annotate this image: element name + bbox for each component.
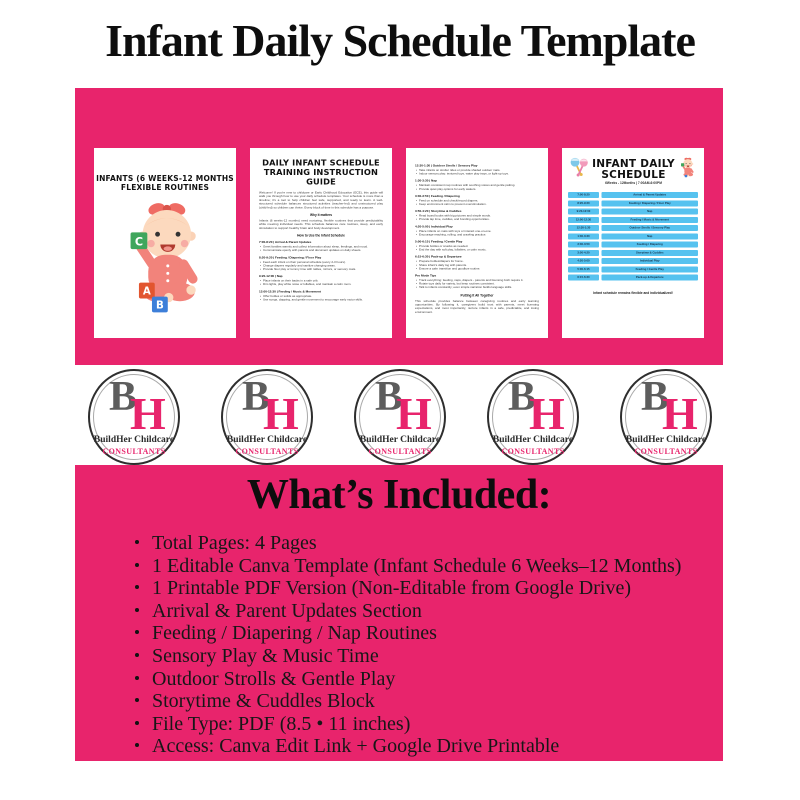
schedule-time-cell: 3:50-4:20 <box>568 250 599 256</box>
logo-letter-h: H <box>263 388 299 439</box>
schedule-table <box>568 192 698 281</box>
bullet-icon <box>135 676 139 680</box>
page-title: Infant Daily Schedule Template <box>105 15 695 66</box>
schedule-row <box>568 258 698 264</box>
closing-text: This schedule provides balance between caregiving routines and early learning opportunities. By following it, caregivers build trust with parents, meet licensing expectations, and most importantly, nurture infants in a safe, predictable, and loving environment. <box>415 299 539 314</box>
logo-letter-b: B <box>508 374 537 420</box>
whats-included-section <box>75 465 723 761</box>
schedule-time-cell: 8:20-9:20 <box>568 200 599 206</box>
included-item: 1 Editable Canva Template (Infant Schedule 6 Weeks–12 Months) <box>135 555 723 578</box>
guide-bullet: • End the day with soft play, lullabies, or calm music. <box>415 249 539 253</box>
guide-bullet: • Indoor sensory play: textured toys, water play trays, or light-up toys. <box>415 173 539 177</box>
guide-bullet: • Feed on schedule and check/record diapers. <box>415 199 539 203</box>
guide-bullet: • Rotate toys daily for variety, but keep routines consistent. <box>415 283 539 287</box>
preview-pages <box>75 88 723 338</box>
guide-bullet: • Prepare bottles/diapers for home. <box>415 260 539 264</box>
guide-section <box>415 164 539 176</box>
schedule-activity-cell: Feeding / Gentle Play <box>602 266 699 272</box>
guide-section-heading: Pro Mode Tips <box>415 274 437 278</box>
guide-section <box>415 274 539 290</box>
logo-letter-b: B <box>641 374 670 420</box>
logo-letter-b: B <box>109 374 138 420</box>
guide-section-heading: 5:00-6:15 | Feeding / Gentle Play <box>415 240 463 244</box>
why-heading: Why it matters <box>309 213 333 218</box>
cover-title: INFANTS (6 WEEKS-12 MONTHS FLEXIBLE ROUTINES <box>96 174 234 192</box>
schedule-activity-cell: Nap <box>602 209 699 215</box>
schedule-row <box>568 192 698 198</box>
baby-illustration <box>109 197 221 318</box>
schedule-time-cell: 1:30-3:30 <box>568 233 599 239</box>
logo-letter-h: H <box>662 388 698 439</box>
schedule-row <box>568 242 698 248</box>
guide-bullet: • Place infants on mats with toys or interact one-on-one. <box>415 230 539 234</box>
guide-bullet: • Share infant's daily log with parents. <box>415 264 539 268</box>
included-item: Feeding / Diapering / Nap Routines <box>135 622 723 645</box>
schedule-activity-cell: Outdoor Strolls / Sensory Play <box>602 225 699 231</box>
guide-section <box>415 240 539 252</box>
logo-letter-b: B <box>242 374 271 420</box>
baby-icon <box>677 156 698 180</box>
included-item: Storytime & Cuddles Block <box>135 690 723 713</box>
schedule-time-cell: 6:15-6:30 <box>568 275 599 281</box>
schedule-activity-cell: Arrival & Parent Updates <box>602 192 699 198</box>
guide-bullet: • Dim lights, play white noise or lullabies, and maintain a calm room. <box>259 283 383 287</box>
bullet-icon <box>135 585 139 589</box>
bullet-icon <box>135 540 139 544</box>
guide-section-heading: 8:20-9:20 | Feeding / Diapering / Floor Play <box>259 255 322 260</box>
guide-section <box>415 194 539 206</box>
logo-tagline: CONSULTANTS <box>368 447 432 456</box>
bullet-icon <box>135 721 139 725</box>
preview-banner <box>75 88 723 365</box>
schedule-time-cell: 12:00-12:30 <box>568 217 599 223</box>
schedule-activity-cell: Nap <box>602 233 699 239</box>
schedule-row <box>568 200 698 206</box>
included-item: Total Pages: 4 Pages <box>135 532 723 555</box>
guide-bullet: • Ensure a calm transition and goodbye routine. <box>415 267 539 271</box>
guide-section-heading: 7:00-8:20 | Arrival & Parent Updates <box>259 240 312 245</box>
included-item: File Type: PDF (8.5 • 11 inches) <box>135 713 723 736</box>
included-item: Sensory Play & Music Time <box>135 645 723 668</box>
guide-bullet: • Provide floor play or tummy time with rattles, mirrors, or sensory mats. <box>259 268 383 272</box>
svg-text:C: C <box>134 235 144 249</box>
guide-section <box>259 275 383 287</box>
guide-section-heading: 1:30-3:30 | Nap <box>415 179 437 183</box>
guide-section-heading: 12:00-12:30 | Feeding / Music & Movement <box>259 289 321 294</box>
preview-page-schedule <box>562 148 704 338</box>
schedule-row <box>568 266 698 272</box>
bullet-icon <box>135 653 139 657</box>
closing-heading: Putting It All Together <box>460 293 494 298</box>
preview-page-cover <box>94 148 236 338</box>
guide-bullet: • Maintain consistent nap routines with soothing voices and gentle patting. <box>415 184 539 188</box>
logo-letter-b: B <box>375 374 404 420</box>
included-heading: What’s Included: <box>246 472 552 518</box>
logo-name: BuildHer Childcare <box>625 435 707 445</box>
guide-bullet: • Communicate openly with parents and document updates on daily sheets. <box>259 249 383 253</box>
guide-section-heading: 4:20-5:00 | Individual Play <box>415 224 453 229</box>
guide-intro: Welcome! If you're new to childcare or Early Childhood Education (ECE), this guide will walk you through how to use your daily schedule templates. Your schedule is more than a timeline; it's a tool to help children feel safe, supported, and ready to learn. A well-structured schedule balances structured activities (teacher-led) and unstructured play (child-led) so children can thrive. Every block of time in this schedule has a purpose. <box>259 191 383 210</box>
logo-tagline: CONSULTANTS <box>235 447 299 456</box>
svg-text:B: B <box>155 300 164 312</box>
guide-section <box>415 255 539 271</box>
logo-name: BuildHer Childcare <box>93 435 175 445</box>
brand-logo <box>354 369 446 465</box>
schedule-activity-cell: Feeding / Music & Movement <box>602 217 699 223</box>
brand-logo <box>487 369 579 465</box>
schedule-time-cell: 12:30-1:30 <box>568 225 599 231</box>
guide-section-heading: 12:30-1:30 | Outdoor Strolls / Sensory Play <box>415 164 478 168</box>
logo-name: BuildHer Childcare <box>226 435 308 445</box>
included-item: 1 Printable PDF Version (Non-Editable from Google Drive) <box>135 577 723 600</box>
logo-letter-h: H <box>130 388 166 439</box>
guide-bullet: • Provide lap time, cuddles, and bonding opportunities. <box>415 218 539 222</box>
included-item: Access: Canva Edit Link + Google Drive Printable <box>135 735 723 758</box>
bullet-icon <box>135 608 139 612</box>
guide-bullet: • Encourage reaching, rolling, and crawling practice. <box>415 233 539 237</box>
bullet-icon <box>135 698 139 702</box>
guide-title: DAILY INFANT SCHEDULE TRAINING INSTRUCTION GUIDE <box>262 158 380 187</box>
guide-section <box>415 179 539 191</box>
schedule-activity-cell: Storytime & Cuddles <box>602 250 699 256</box>
included-item: Arrival & Parent Updates Section <box>135 600 723 623</box>
schedule-time-cell: 7:00-8:20 <box>568 192 599 198</box>
included-list <box>135 532 723 758</box>
guide-bullet: • Read board books with big pictures and simple words. <box>415 215 539 219</box>
guide-bullet: • Take infants on stroller rides or provide shaded outdoor mats. <box>415 169 539 173</box>
brand-logo <box>221 369 313 465</box>
logo-row <box>88 369 712 465</box>
guide-section <box>415 225 539 237</box>
schedule-time-cell: 9:20-12:00 <box>568 209 599 215</box>
brand-logo <box>88 369 180 465</box>
guide-sections <box>259 241 383 302</box>
rattles-icon <box>568 156 590 179</box>
guide-sections <box>415 164 539 290</box>
preview-page-guide-1 <box>250 148 392 338</box>
guide-bullet: • Change diapers regularly and sanitize changing areas. <box>259 264 383 268</box>
bullet-icon <box>135 743 139 747</box>
included-item: Outdoor Strolls & Gentle Play <box>135 668 723 691</box>
guide-bullet: • Keep environment calm to prevent overstimulation. <box>415 203 539 207</box>
schedule-subtitle: 6Weeks - 12Months | 7:00AM-6:00PM <box>605 181 662 185</box>
logo-tagline: CONSULTANTS <box>102 447 166 456</box>
logo-tagline: CONSULTANTS <box>501 447 565 456</box>
svg-text:A: A <box>142 286 151 298</box>
schedule-row <box>568 233 698 239</box>
schedule-row <box>568 217 698 223</box>
schedule-activity-cell: Feeding / Diapering <box>602 242 699 248</box>
schedule-row <box>568 250 698 256</box>
guide-section-heading: 9:20-12:00 | Nap <box>259 274 283 279</box>
logo-letter-h: H <box>396 388 432 439</box>
how-heading: How to Use the Infant Schedule <box>297 234 345 238</box>
guide-section-heading: 3:50-4:20 | Storytime & Cuddles <box>415 209 462 214</box>
guide-bullet: • Greet families warmly and collect information about sleep, feedings, and mood. <box>259 246 383 250</box>
guide-bullet: • Feed each infant on their personal schedule (every 2-3 hours). <box>259 261 383 265</box>
guide-section-heading: 3:30-3:50 | Feeding / Diapering <box>415 194 460 198</box>
brand-logo <box>620 369 712 465</box>
bullet-icon <box>135 563 139 567</box>
guide-bullet: • Talk to infants constantly; even simple narration builds language skills. <box>415 286 539 290</box>
guide-bullet: • Provide quiet play options for early wakers. <box>415 188 539 192</box>
schedule-caption: Infant schedule remains flexible and individualized! <box>593 291 673 295</box>
guide-bullet: • Provide bottles or snacks as needed. <box>415 245 539 249</box>
guide-bullet: • Offer bottles or solids as appropriate. <box>259 295 383 299</box>
why-text: Infants (6 weeks-12 months) need nurturing, flexible routines that provide predictability while meeting individual needs. This schedule balances care routines, sleep, and early stimulation to support healthy brain and body development. <box>259 219 383 230</box>
schedule-row <box>568 209 698 215</box>
guide-section <box>415 210 539 222</box>
preview-page-guide-2 <box>406 148 548 338</box>
guide-section <box>259 241 383 253</box>
schedule-activity-cell: Feeding / Diapering / Floor Play <box>602 200 699 206</box>
bullet-icon <box>135 630 139 634</box>
guide-bullet: • Track everything: feeding, naps, diapers - parents and licensing both require it. <box>415 279 539 283</box>
guide-section-heading: 6:15-6:30 | Pack-up & Departure <box>415 255 462 259</box>
schedule-time-cell: 3:30-3:50 <box>568 242 599 248</box>
schedule-time-cell: 4:20-5:00 <box>568 258 599 264</box>
logo-name: BuildHer Childcare <box>359 435 441 445</box>
schedule-title: INFANT DAILY SCHEDULE <box>592 157 675 181</box>
guide-section <box>259 256 383 272</box>
guide-bullet: • Use songs, clapping, and gentle movement to encourage early motor skills. <box>259 298 383 302</box>
guide-bullet: • Place infants on their backs in a safe crib. <box>259 280 383 284</box>
schedule-time-cell: 5:00-6:15 <box>568 266 599 272</box>
schedule-activity-cell: Individual Play <box>602 258 699 264</box>
logo-name: BuildHer Childcare <box>492 435 574 445</box>
schedule-activity-cell: Pack-up & Departure <box>602 275 699 281</box>
schedule-row <box>568 275 698 281</box>
logo-letter-h: H <box>529 388 565 439</box>
schedule-row <box>568 225 698 231</box>
logo-tagline: CONSULTANTS <box>634 447 698 456</box>
guide-section <box>259 290 383 302</box>
